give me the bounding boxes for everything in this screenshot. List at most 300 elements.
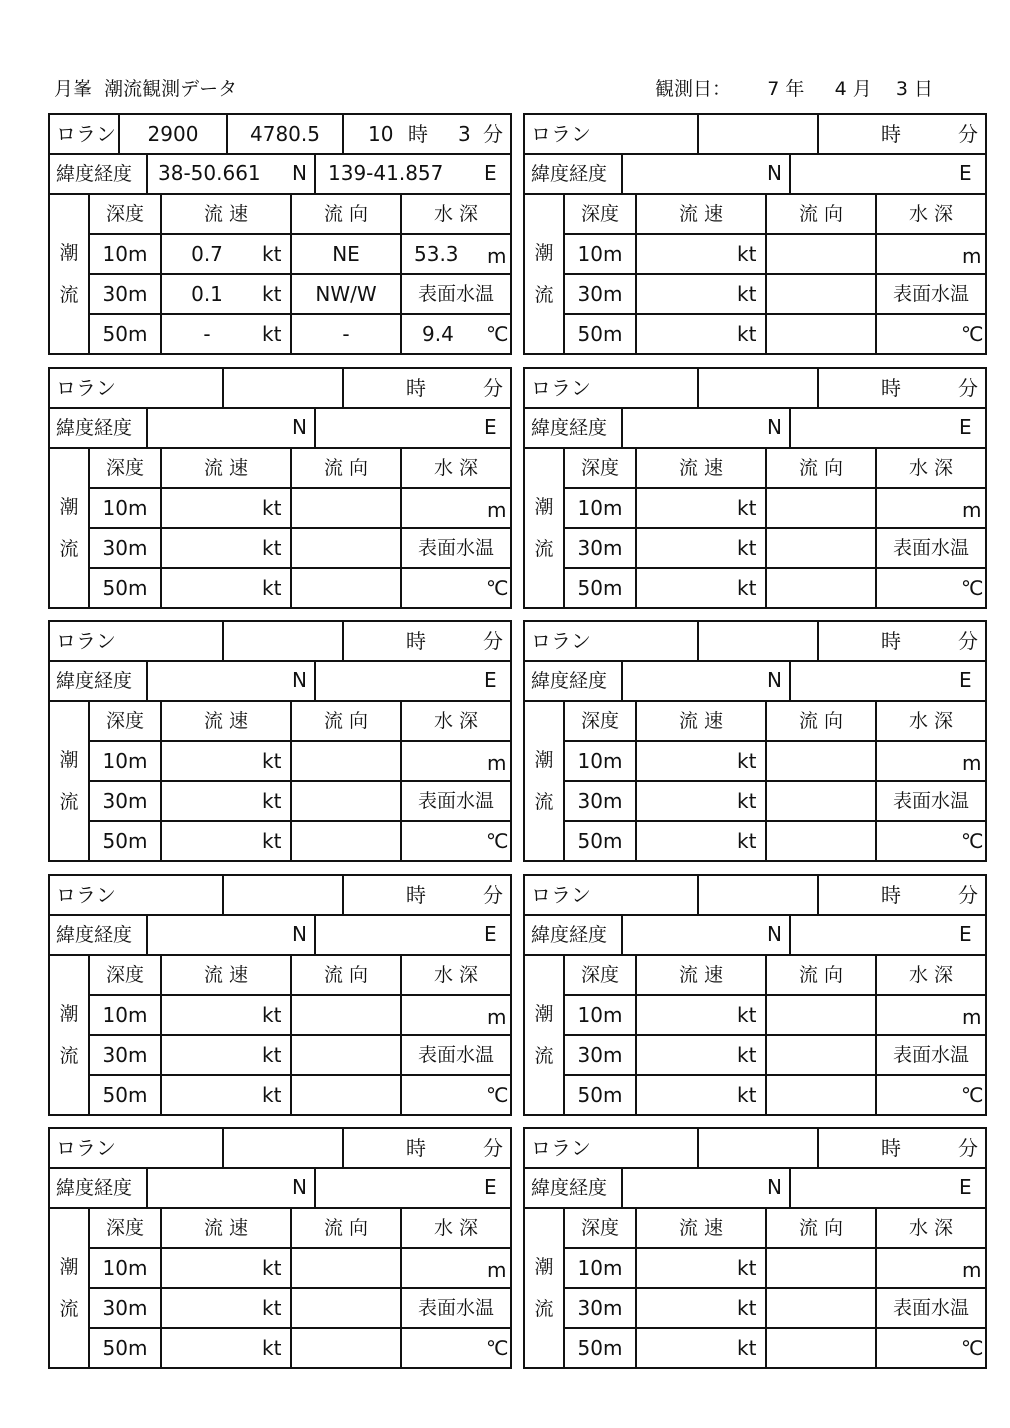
grid-line bbox=[563, 313, 985, 315]
grid-line bbox=[563, 1327, 985, 1329]
grid-line bbox=[789, 660, 791, 700]
depth-value: 10m bbox=[102, 749, 148, 773]
celsius-unit: ℃ bbox=[486, 1083, 509, 1107]
surface-temp-label: 表面水温 bbox=[892, 537, 969, 559]
direction-header: 流 向 bbox=[798, 203, 844, 225]
hour-label: 時 bbox=[881, 376, 901, 400]
meter-unit: m bbox=[487, 1005, 507, 1029]
surface-temp-label: 表面水温 bbox=[417, 537, 494, 559]
depth-header: 深度 bbox=[105, 203, 144, 225]
observation-date: 観測日： 7 年 4 月 3 日 bbox=[655, 78, 933, 100]
kt-unit: kt bbox=[737, 536, 757, 560]
grid-line bbox=[88, 233, 510, 235]
grid-line bbox=[314, 153, 316, 193]
east-label: E bbox=[484, 1175, 497, 1199]
depth-value: 10m bbox=[577, 1003, 623, 1027]
depth-value: 50m bbox=[102, 829, 148, 853]
depth-value: 30m bbox=[102, 282, 148, 306]
depth-value: 30m bbox=[102, 1296, 148, 1320]
grid-line bbox=[563, 233, 985, 235]
north-label: N bbox=[292, 161, 307, 185]
loran-label: ロラン bbox=[531, 376, 591, 400]
latlon-label: 緯度経度 bbox=[531, 670, 608, 692]
grid-line bbox=[525, 660, 985, 662]
grid-line bbox=[563, 1247, 985, 1249]
depth-value: 30m bbox=[577, 789, 623, 813]
water-depth-header: 水 深 bbox=[433, 710, 479, 732]
meter-unit: m bbox=[962, 751, 982, 775]
celsius-unit: ℃ bbox=[486, 322, 509, 346]
direction-header: 流 向 bbox=[323, 203, 369, 225]
kt-unit: kt bbox=[262, 496, 282, 520]
water-depth-header: 水 深 bbox=[908, 203, 954, 225]
depth-header: 深度 bbox=[580, 964, 619, 986]
speed-header: 流 速 bbox=[678, 457, 724, 479]
latlon-label: 緯度経度 bbox=[56, 417, 133, 439]
water-depth-header: 水 深 bbox=[908, 1217, 954, 1239]
hour-value: 10 bbox=[368, 122, 394, 146]
kt-unit: kt bbox=[262, 1083, 282, 1107]
kt-unit: kt bbox=[737, 749, 757, 773]
grid-line bbox=[222, 1129, 224, 1167]
minute-label: 分 bbox=[958, 629, 978, 653]
depth-value: 50m bbox=[102, 1336, 148, 1360]
observation-card bbox=[48, 1127, 512, 1369]
surface-temp-value: 9.4 bbox=[422, 322, 454, 346]
flow-label: 流 bbox=[534, 791, 554, 813]
observation-card bbox=[523, 113, 987, 355]
observation-card bbox=[48, 113, 512, 355]
grid-line bbox=[621, 914, 623, 954]
north-label: N bbox=[767, 922, 782, 946]
minute-label: 分 bbox=[483, 376, 503, 400]
grid-line bbox=[697, 369, 699, 407]
surface-temp-label: 表面水温 bbox=[892, 1297, 969, 1319]
observation-card bbox=[48, 874, 512, 1116]
kt-unit: kt bbox=[262, 282, 282, 306]
speed-header: 流 速 bbox=[203, 710, 249, 732]
latlon-label: 緯度経度 bbox=[56, 670, 133, 692]
depth-value: 50m bbox=[577, 576, 623, 600]
grid-line bbox=[563, 1074, 985, 1076]
grid-line bbox=[314, 914, 316, 954]
grid-line bbox=[146, 660, 148, 700]
depth-header: 深度 bbox=[580, 203, 619, 225]
grid-line bbox=[88, 780, 510, 782]
east-label: E bbox=[484, 668, 497, 692]
hour-label: 時 bbox=[406, 376, 426, 400]
speed-value: 0.1 bbox=[191, 282, 223, 306]
depth-header: 深度 bbox=[105, 1217, 144, 1239]
speed-header: 流 速 bbox=[203, 1217, 249, 1239]
grid-line bbox=[789, 1167, 791, 1207]
grid-line bbox=[314, 1167, 316, 1207]
minute-label: 分 bbox=[958, 1136, 978, 1160]
meter-unit: m bbox=[487, 1258, 507, 1282]
grid-line bbox=[563, 1034, 985, 1036]
depth-value: 50m bbox=[102, 576, 148, 600]
grid-line bbox=[88, 740, 510, 742]
grid-line bbox=[525, 407, 985, 409]
hour-label: 時 bbox=[406, 883, 426, 907]
water-depth-value: 53.3 bbox=[414, 242, 459, 266]
depth-value: 10m bbox=[577, 242, 623, 266]
loran-label: ロラン bbox=[56, 1136, 116, 1160]
flow-label: 流 bbox=[534, 538, 554, 560]
grid-line bbox=[146, 1167, 148, 1207]
north-label: N bbox=[292, 415, 307, 439]
tide-label: 潮 bbox=[59, 496, 79, 518]
flow-label: 流 bbox=[59, 1298, 79, 1320]
grid-line bbox=[621, 1167, 623, 1207]
depth-value: 50m bbox=[577, 1083, 623, 1107]
surface-temp-label: 表面水温 bbox=[417, 1297, 494, 1319]
flow-label: 流 bbox=[59, 284, 79, 306]
depth-header: 深度 bbox=[580, 710, 619, 732]
kt-unit: kt bbox=[262, 242, 282, 266]
water-depth-header: 水 深 bbox=[433, 1217, 479, 1239]
grid-line bbox=[563, 527, 985, 529]
depth-value: 50m bbox=[577, 322, 623, 346]
kt-unit: kt bbox=[262, 829, 282, 853]
meter-unit: m bbox=[962, 498, 982, 522]
east-label: E bbox=[484, 415, 497, 439]
east-label: E bbox=[959, 922, 972, 946]
grid-line bbox=[88, 1247, 510, 1249]
depth-value: 30m bbox=[577, 1296, 623, 1320]
grid-line bbox=[563, 1287, 985, 1289]
celsius-unit: ℃ bbox=[486, 829, 509, 853]
depth-value: 30m bbox=[577, 536, 623, 560]
meter-unit: m bbox=[487, 751, 507, 775]
kt-unit: kt bbox=[262, 1256, 282, 1280]
grid-line bbox=[88, 820, 510, 822]
grid-line bbox=[50, 1167, 510, 1169]
minute-label: 分 bbox=[958, 122, 978, 146]
grid-line bbox=[50, 193, 510, 195]
direction-header: 流 向 bbox=[323, 1217, 369, 1239]
grid-line bbox=[817, 622, 819, 660]
latlon-label: 緯度経度 bbox=[56, 924, 133, 946]
grid-line bbox=[342, 1129, 344, 1167]
grid-line bbox=[697, 115, 699, 153]
east-label: E bbox=[959, 415, 972, 439]
tide-label: 潮 bbox=[534, 749, 554, 771]
page-title: 月峯 潮流観測データ bbox=[54, 78, 238, 100]
depth-value: 30m bbox=[102, 1043, 148, 1067]
depth-value: 10m bbox=[102, 496, 148, 520]
minute-label: 分 bbox=[958, 883, 978, 907]
kt-unit: kt bbox=[262, 322, 282, 346]
depth-value: 50m bbox=[577, 829, 623, 853]
grid-line bbox=[817, 115, 819, 153]
observation-card bbox=[523, 1127, 987, 1369]
grid-line bbox=[563, 567, 985, 569]
grid-line bbox=[817, 369, 819, 407]
grid-line bbox=[563, 740, 985, 742]
kt-unit: kt bbox=[737, 282, 757, 306]
grid-line bbox=[621, 153, 623, 193]
hour-label: 時 bbox=[406, 1136, 426, 1160]
grid-line bbox=[88, 567, 510, 569]
longitude-value: 139-41.857 bbox=[328, 161, 444, 185]
grid-line bbox=[314, 660, 316, 700]
grid-line bbox=[525, 447, 985, 449]
grid-line bbox=[88, 527, 510, 529]
grid-line bbox=[789, 153, 791, 193]
hour-label: 時 bbox=[881, 1136, 901, 1160]
grid-line bbox=[621, 660, 623, 700]
meter-unit: m bbox=[962, 1258, 982, 1282]
water-depth-header: 水 深 bbox=[433, 964, 479, 986]
celsius-unit: ℃ bbox=[961, 322, 984, 346]
flow-label: 流 bbox=[59, 538, 79, 560]
kt-unit: kt bbox=[737, 496, 757, 520]
grid-line bbox=[817, 876, 819, 914]
direction-header: 流 向 bbox=[798, 710, 844, 732]
depth-header: 深度 bbox=[580, 1217, 619, 1239]
depth-value: 10m bbox=[577, 496, 623, 520]
direction-header: 流 向 bbox=[798, 457, 844, 479]
east-label: E bbox=[959, 161, 972, 185]
latlon-label: 緯度経度 bbox=[531, 417, 608, 439]
surface-temp-label: 表面水温 bbox=[417, 1044, 494, 1066]
loran-label: ロラン bbox=[531, 1136, 591, 1160]
meter-unit: m bbox=[487, 244, 507, 268]
meter-unit: m bbox=[962, 244, 982, 268]
loran-label: ロラン bbox=[531, 883, 591, 907]
tide-label: 潮 bbox=[534, 496, 554, 518]
water-depth-header: 水 深 bbox=[433, 203, 479, 225]
loran-label: ロラン bbox=[56, 629, 116, 653]
loran-value-1: 2900 bbox=[147, 122, 199, 146]
grid-line bbox=[88, 1034, 510, 1036]
depth-value: 30m bbox=[102, 789, 148, 813]
direction-header: 流 向 bbox=[798, 964, 844, 986]
observation-card bbox=[523, 874, 987, 1116]
loran-label: ロラン bbox=[531, 629, 591, 653]
grid-line bbox=[525, 193, 985, 195]
latlon-label: 緯度経度 bbox=[531, 163, 608, 185]
grid-line bbox=[563, 994, 985, 996]
grid-line bbox=[50, 700, 510, 702]
direction-value: NE bbox=[332, 242, 360, 266]
kt-unit: kt bbox=[262, 1003, 282, 1027]
water-depth-header: 水 深 bbox=[433, 457, 479, 479]
kt-unit: kt bbox=[262, 1296, 282, 1320]
speed-header: 流 速 bbox=[678, 964, 724, 986]
minute-label: 分 bbox=[483, 122, 503, 146]
north-label: N bbox=[292, 668, 307, 692]
grid-line bbox=[621, 407, 623, 447]
grid-line bbox=[563, 273, 985, 275]
celsius-unit: ℃ bbox=[961, 1083, 984, 1107]
grid-line bbox=[88, 1327, 510, 1329]
grid-line bbox=[817, 1129, 819, 1167]
hour-label: 時 bbox=[881, 883, 901, 907]
grid-line bbox=[88, 1287, 510, 1289]
meter-unit: m bbox=[962, 1005, 982, 1029]
grid-line bbox=[697, 876, 699, 914]
kt-unit: kt bbox=[262, 1336, 282, 1360]
grid-line bbox=[525, 153, 985, 155]
grid-line bbox=[50, 1207, 510, 1209]
grid-line bbox=[563, 780, 985, 782]
loran-label: ロラン bbox=[531, 122, 591, 146]
grid-line bbox=[88, 273, 510, 275]
minute-value: 3 bbox=[458, 122, 471, 146]
direction-header: 流 向 bbox=[323, 710, 369, 732]
kt-unit: kt bbox=[737, 1043, 757, 1067]
kt-unit: kt bbox=[262, 1043, 282, 1067]
observation-card bbox=[523, 367, 987, 609]
north-label: N bbox=[292, 922, 307, 946]
grid-line bbox=[525, 700, 985, 702]
north-label: N bbox=[767, 415, 782, 439]
tide-label: 潮 bbox=[534, 1003, 554, 1025]
depth-value: 50m bbox=[102, 322, 148, 346]
celsius-unit: ℃ bbox=[961, 829, 984, 853]
grid-line bbox=[342, 115, 344, 153]
east-label: E bbox=[959, 1175, 972, 1199]
direction-value: - bbox=[342, 322, 350, 346]
latlon-label: 緯度経度 bbox=[56, 1177, 133, 1199]
depth-header: 深度 bbox=[105, 457, 144, 479]
north-label: N bbox=[767, 161, 782, 185]
grid-line bbox=[222, 622, 224, 660]
observation-card bbox=[48, 367, 512, 609]
flow-label: 流 bbox=[534, 284, 554, 306]
speed-header: 流 速 bbox=[203, 203, 249, 225]
tide-label: 潮 bbox=[534, 1256, 554, 1278]
kt-unit: kt bbox=[737, 829, 757, 853]
grid-line bbox=[222, 369, 224, 407]
hour-label: 時 bbox=[881, 122, 901, 146]
kt-unit: kt bbox=[737, 242, 757, 266]
grid-line bbox=[525, 1167, 985, 1169]
speed-header: 流 速 bbox=[678, 1217, 724, 1239]
depth-header: 深度 bbox=[105, 710, 144, 732]
water-depth-header: 水 深 bbox=[908, 710, 954, 732]
flow-label: 流 bbox=[59, 1045, 79, 1067]
water-depth-header: 水 深 bbox=[908, 964, 954, 986]
direction-header: 流 向 bbox=[323, 457, 369, 479]
grid-line bbox=[88, 994, 510, 996]
kt-unit: kt bbox=[737, 1336, 757, 1360]
direction-header: 流 向 bbox=[798, 1217, 844, 1239]
observation-card bbox=[523, 620, 987, 862]
grid-line bbox=[88, 487, 510, 489]
latitude-value: 38-50.661 bbox=[158, 161, 261, 185]
loran-label: ロラン bbox=[56, 376, 116, 400]
depth-value: 30m bbox=[577, 282, 623, 306]
hour-label: 時 bbox=[408, 122, 428, 146]
surface-temp-label: 表面水温 bbox=[892, 790, 969, 812]
depth-value: 30m bbox=[102, 536, 148, 560]
depth-value: 10m bbox=[102, 1003, 148, 1027]
depth-value: 50m bbox=[102, 1083, 148, 1107]
grid-line bbox=[146, 407, 148, 447]
latlon-label: 緯度経度 bbox=[531, 1177, 608, 1199]
speed-header: 流 速 bbox=[678, 710, 724, 732]
tide-label: 潮 bbox=[59, 1003, 79, 1025]
kt-unit: kt bbox=[737, 576, 757, 600]
kt-unit: kt bbox=[262, 576, 282, 600]
speed-header: 流 速 bbox=[203, 964, 249, 986]
depth-value: 10m bbox=[577, 1256, 623, 1280]
grid-line bbox=[146, 914, 148, 954]
east-label: E bbox=[484, 922, 497, 946]
grid-line bbox=[342, 369, 344, 407]
grid-line bbox=[222, 876, 224, 914]
flow-label: 流 bbox=[534, 1045, 554, 1067]
grid-line bbox=[342, 876, 344, 914]
tide-label: 潮 bbox=[59, 749, 79, 771]
celsius-unit: ℃ bbox=[486, 576, 509, 600]
grid-line bbox=[342, 622, 344, 660]
grid-line bbox=[50, 914, 510, 916]
kt-unit: kt bbox=[262, 749, 282, 773]
grid-line bbox=[50, 447, 510, 449]
speed-header: 流 速 bbox=[678, 203, 724, 225]
east-label: E bbox=[484, 161, 497, 185]
surface-temp-label: 表面水温 bbox=[417, 790, 494, 812]
grid-line bbox=[525, 1207, 985, 1209]
celsius-unit: ℃ bbox=[961, 576, 984, 600]
kt-unit: kt bbox=[737, 1003, 757, 1027]
east-label: E bbox=[959, 668, 972, 692]
grid-line bbox=[563, 820, 985, 822]
speed-value: - bbox=[203, 322, 211, 346]
kt-unit: kt bbox=[262, 536, 282, 560]
grid-line bbox=[50, 954, 510, 956]
direction-header: 流 向 bbox=[323, 964, 369, 986]
depth-value: 10m bbox=[102, 242, 148, 266]
grid-line bbox=[697, 622, 699, 660]
loran-label: ロラン bbox=[56, 122, 116, 146]
kt-unit: kt bbox=[737, 1296, 757, 1320]
depth-header: 深度 bbox=[105, 964, 144, 986]
tide-label: 潮 bbox=[59, 1256, 79, 1278]
grid-line bbox=[88, 1074, 510, 1076]
hour-label: 時 bbox=[881, 629, 901, 653]
celsius-unit: ℃ bbox=[961, 1336, 984, 1360]
meter-unit: m bbox=[487, 498, 507, 522]
loran-label: ロラン bbox=[56, 883, 116, 907]
surface-temp-label: 表面水温 bbox=[417, 283, 494, 305]
minute-label: 分 bbox=[483, 1136, 503, 1160]
tide-label: 潮 bbox=[534, 242, 554, 264]
depth-header: 深度 bbox=[580, 457, 619, 479]
kt-unit: kt bbox=[737, 1256, 757, 1280]
north-label: N bbox=[292, 1175, 307, 1199]
minute-label: 分 bbox=[483, 629, 503, 653]
flow-label: 流 bbox=[59, 791, 79, 813]
grid-line bbox=[146, 153, 148, 193]
minute-label: 分 bbox=[958, 376, 978, 400]
kt-unit: kt bbox=[737, 1083, 757, 1107]
loran-value-2: 4780.5 bbox=[250, 122, 320, 146]
flow-label: 流 bbox=[534, 1298, 554, 1320]
grid-line bbox=[50, 153, 510, 155]
kt-unit: kt bbox=[737, 322, 757, 346]
grid-line bbox=[525, 914, 985, 916]
grid-line bbox=[50, 407, 510, 409]
hour-label: 時 bbox=[406, 629, 426, 653]
latlon-label: 緯度経度 bbox=[56, 163, 133, 185]
grid-line bbox=[563, 487, 985, 489]
grid-line bbox=[789, 914, 791, 954]
